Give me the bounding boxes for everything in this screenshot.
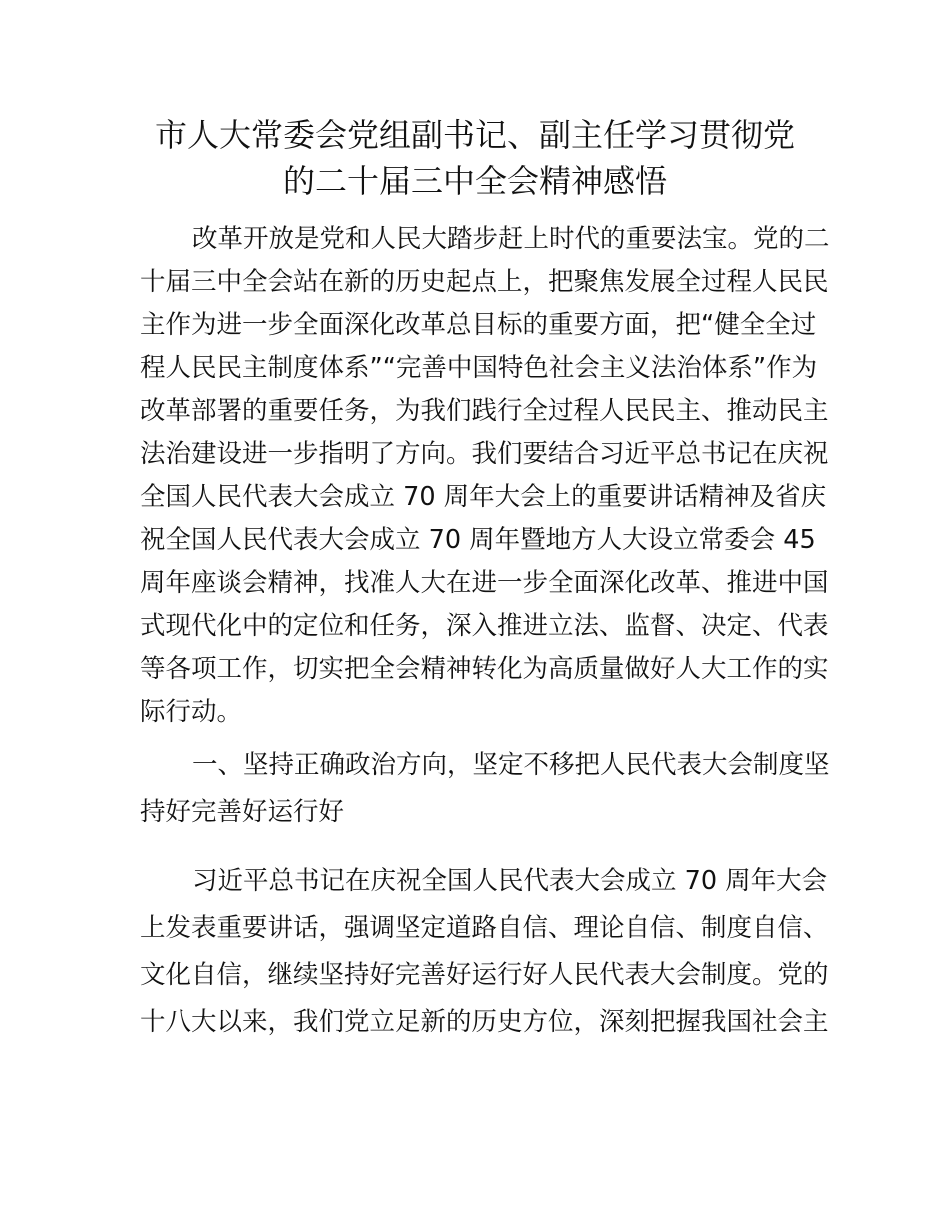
text-line: 主作为进一步全面深化改革总目标的重要方面，把“健全全过: [140, 310, 817, 340]
text-line: 际行动。: [140, 697, 243, 727]
text-line: 改革部署的重要任务，为我们践行全过程人民民主、推动民主: [140, 396, 829, 426]
document-title: [130, 112, 820, 204]
title-line: 的二十届三中全会精神感悟: [282, 162, 667, 200]
text-line: 式现代化中的定位和任务，深入推进立法、监督、决定、代表: [140, 611, 829, 641]
text-line: 持好完善好运行好: [140, 797, 345, 827]
text-line: 习近平总书记在庆祝全国人民代表大会成立 70 周年大会: [192, 866, 828, 896]
text-line: 十届三中全会站在新的历史起点上，把聚焦发展全过程人民民: [140, 267, 829, 297]
section-heading-1: [140, 742, 830, 836]
text-line: 全国人民代表大会成立 70 周年大会上的重要讲话精神及省庆: [140, 482, 827, 512]
text-line: 周年座谈会精神，找准人大在进一步全面深化改革、推进中国: [140, 568, 829, 598]
paragraph-intro: [140, 218, 830, 734]
text-line: 法治建设进一步指明了方向。我们要结合习近平总书记在庆祝: [140, 439, 829, 469]
text-line: 祝全国人民代表大会成立 70 周年暨地方人大设立常委会 45: [140, 525, 816, 555]
text-line: 上发表重要讲话，强调坚定道路自信、理论自信、制度自信、: [140, 913, 829, 943]
paragraph-section-1: [140, 858, 829, 1046]
text-line: 程人民民主制度体系”“完善中国特色社会主义法治体系”作为: [140, 353, 818, 383]
text-line: 改革开放是党和人民大踏步赶上时代的重要法宝。党的二: [192, 224, 830, 254]
text-line: 文化自信，继续坚持好完善好运行好人民代表大会制度。党的: [140, 960, 829, 990]
text-line: 一、坚持正确政治方向，坚定不移把人民代表大会制度坚: [192, 750, 830, 780]
text-line: 十八大以来，我们党立足新的历史方位，深刻把握我国社会主: [140, 1007, 829, 1037]
title-line: 市人大常委会党组副书记、副主任学习贯彻党: [154, 116, 795, 154]
text-line: 等各项工作，切实把全会精神转化为高质量做好人大工作的实: [140, 654, 829, 684]
